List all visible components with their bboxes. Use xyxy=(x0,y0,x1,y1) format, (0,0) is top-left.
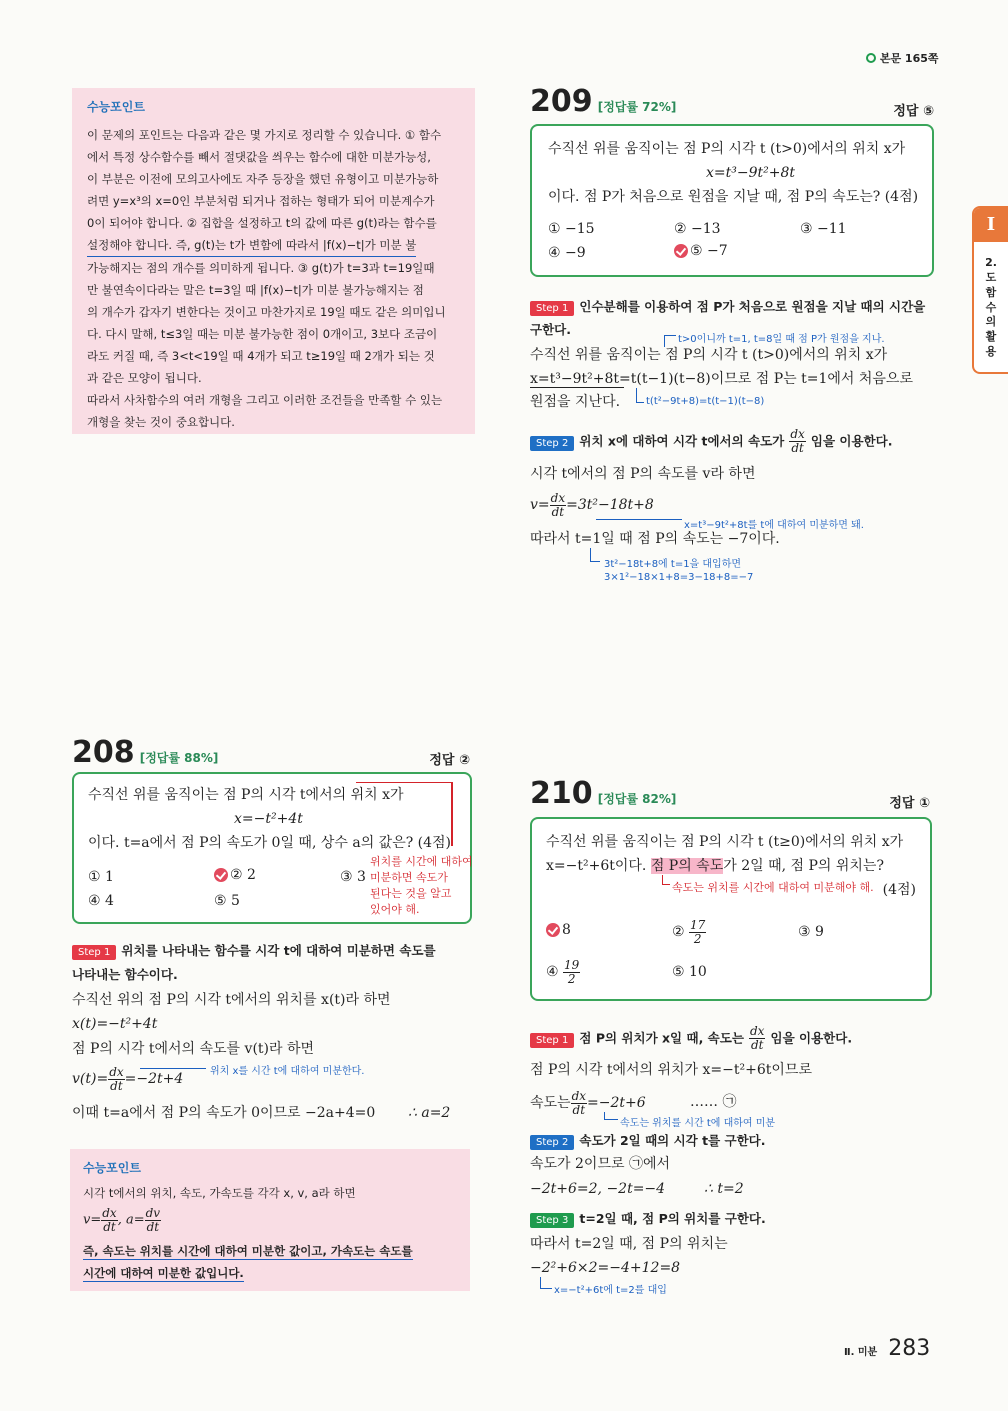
choice-3[interactable]: ③ −11 xyxy=(800,221,847,237)
note: 속도는 위치를 시간 t에 대하여 미분 xyxy=(620,1118,776,1129)
choice-5[interactable]: ⑤ 10 xyxy=(672,964,707,980)
step2-209: Step 2 위치 x에 대하여 시각 t에서의 속도가 $\frac{dx}{dt}$ 임을 이용한다. xyxy=(530,428,892,454)
point-body: 이 문제의 포인트는 다음과 같은 몇 가지로 정리할 수 있습니다. ① 함수 에서 특정 상수함수를 빼서 절댓값을 씌우는 함수에 대한 미분가능성, 이 부분은 이전에 모의고사에도 자주 등장을 했던 유형이고 미분가능하 려면 y=x³의 x=0인 부분처럼 되거나 접하는 형태가 되어 미분계수가 0이 되어야 합니다. ② 집합을 설정하고 t의 값에 따른 g(t)라는 함수를 설정해야 합니다. 즉, g(t)는 t가 변함에 따라서 |f(x)−t|가 미분 불 가능해지는 점의 개수를 의미하게 됩니다. ③ g(t)가 t=3과 t=19일때 만 불연속이다라는 말은 t=3일 때 |f(x)−t|가 미분 불가능해지는 점 의 개수가 갑자기 변한다는 것이고 마찬가지로 19일 때도 같은 의미입니 다. 다시 말해, t≤3일 때는 미분 불가능한 점이 0개이고, 3보다 조금이 라도 커질 때, 즉 3<t<19일 때 4개가 되고 t≥19일 때 2개가 되는 것 과 같은 모양이 됩니다. 따라서 사차함수의 여러 개형을 그리고 이러한 조건들을 만족할 수 있는 개형을 찾는 것이 중요합니다. xyxy=(87,128,446,429)
point-title: 수능포인트 xyxy=(83,1161,141,1175)
choice-1[interactable]: ① 1 xyxy=(88,869,114,885)
choice-2[interactable]: ② −13 xyxy=(674,221,721,237)
velocity-eq: v(t)= $\frac{dx}{dt}$ =−2t+4 xyxy=(72,1065,184,1093)
point-box-2: 수능포인트 시각 t에서의 위치, 속도, 가속도를 각각 x, v, a라 하면 v= $\frac{dx}{dt}$ , a= $\frac{dv}{dt}$ 즉, 속도는 위치를 시간에 대하여 미분한 값이고, 가속도는 속도를 시간에 대하여 미분한 값입니다. xyxy=(70,1149,470,1291)
step-badge: Step 1 xyxy=(530,1033,574,1048)
problem-209 xyxy=(530,84,940,119)
note: x=−t²+6t에 t=2를 대입 xyxy=(554,1285,667,1296)
problem-number: 209 xyxy=(530,84,593,119)
question-box-210: 수직선 위를 움직이는 점 P의 시각 t (t≥0)에서의 위치 x가 x=−t²+6t이다. 점 P의 속도가 2일 때, 점 P의 위치는? 속도는 위치를 시간에 대하여 미분해야 해. (4점) 8 ② $\frac{17}{2}$ ③ 9 ④ $\frac{19}{2}$ ⑤ 10 xyxy=(530,817,932,1001)
choice-4[interactable]: ④ $\frac{19}{2}$ xyxy=(546,958,580,986)
note: t(t²−9t+8)=t(t−1)(t−8) xyxy=(646,396,765,407)
problem-number: 208 xyxy=(72,735,135,770)
chapter-label: Ⅱ. 미분 xyxy=(844,1347,878,1358)
point-box-1 xyxy=(72,88,475,434)
note-arrow xyxy=(664,335,676,347)
correct-rate: [정답률 88%] xyxy=(139,751,219,765)
step-badge: Step 1 xyxy=(72,945,116,960)
step-badge: Step 2 xyxy=(530,436,574,451)
choice-3[interactable]: ③ 3 xyxy=(340,869,366,885)
step-badge: Step 1 xyxy=(530,301,574,316)
formula: v= $\frac{dx}{dt}$ , a= $\frac{dv}{dt}$ xyxy=(83,1206,161,1234)
page-ref: 본문 165쪽 xyxy=(866,50,939,66)
note-arrow xyxy=(636,388,644,403)
red-note: 속도는 위치를 시간에 대하여 미분해야 해. xyxy=(672,881,874,894)
question-box-208: 수직선 위를 움직이는 점 P의 시각 t에서의 위치 x가 x=−t²+4t 이다. t=a에서 점 P의 속도가 0일 때, 상수 a의 값은? (4점) ① 1 ② 2 ③ 3 ④ 4 ⑤ 5 위치를 시간에 대하여 미분하면 속도가 된다는 것을 알고 있어야 해. xyxy=(72,772,472,924)
note-arrow xyxy=(596,510,682,520)
correct-rate: [정답률 72%] xyxy=(597,100,677,114)
red-bracket xyxy=(356,782,452,794)
note: 3×1²−18×1+8=3−18+8=−7 xyxy=(604,572,754,583)
velocity-eq: v= $\frac{dx}{dt}$ =3t²−18t+8 xyxy=(530,491,654,519)
choice-3[interactable]: ③ 9 xyxy=(798,924,824,940)
step-badge: Step 3 xyxy=(530,1213,574,1228)
problem-208 xyxy=(72,735,472,770)
footer xyxy=(844,1336,930,1361)
checkmark-icon xyxy=(674,244,688,258)
answer: 정답 ⑤ xyxy=(893,104,934,119)
problem-number: 210 xyxy=(530,776,593,811)
step1-210: Step 1 점 P의 위치가 x일 때, 속도는 $\frac{dx}{dt}$ 임을 이용한다. xyxy=(530,1025,852,1051)
choice-5[interactable]: ⑤ 5 xyxy=(214,893,240,909)
correct-rate: [정답률 82%] xyxy=(597,792,677,806)
side-tab-roman: Ⅰ xyxy=(974,208,1008,242)
choice-2[interactable]: ② 2 xyxy=(214,868,256,882)
page-number: 283 xyxy=(888,1336,931,1361)
choice-4[interactable]: ④ −9 xyxy=(548,245,586,261)
choice-1[interactable]: 8 xyxy=(546,923,571,937)
point-title: 수능포인트 xyxy=(87,100,145,114)
note: t>0이니까 t=1, t=8일 때 점 P가 원점을 지나. xyxy=(678,334,885,345)
step-badge: Step 2 xyxy=(530,1135,574,1150)
red-note: 위치를 시간에 대하여 미분하면 속도가 된다는 것을 알고 있어야 해. xyxy=(370,855,473,916)
choice-1[interactable]: ① −15 xyxy=(548,221,595,237)
step3-210: Step 3 t=2일 때, 점 P의 위치를 구한다. xyxy=(530,1208,766,1228)
choice-4[interactable]: ④ 4 xyxy=(88,893,114,909)
side-tab-text: 2. 도 함 수 의 활 용 xyxy=(985,256,997,359)
problem-210 xyxy=(530,776,934,811)
choice-5[interactable]: ⑤ −7 xyxy=(674,244,728,258)
question-box-209: 수직선 위를 움직이는 점 P의 시각 t (t>0)에서의 위치 x가 x=t³−9t²+8t 이다. 점 P가 처음으로 원점을 지날 때, 점 P의 속도는? (4점) ① −15 ② −13 ③ −11 ④ −9 ⑤ −7 xyxy=(530,124,934,277)
circle-icon xyxy=(866,53,876,63)
note: 3t²−18t+8에 t=1을 대입하면 xyxy=(604,559,742,570)
checkmark-icon xyxy=(546,923,560,937)
choice-2[interactable]: ② $\frac{17}{2}$ xyxy=(672,918,706,946)
step2-210: Step 2 속도가 2일 때의 시각 t를 구한다. xyxy=(530,1130,766,1150)
checkmark-icon xyxy=(214,868,228,882)
step1-208: Step 1 위치를 나타내는 함수를 시각 t에 대하여 미분하면 속도를 xyxy=(72,940,436,960)
note: x=t³−9t²+8t를 t에 대하여 미분하면 돼. xyxy=(684,520,864,531)
answer: 정답 ② xyxy=(429,753,470,768)
answer: 정답 ① xyxy=(889,796,930,811)
note: 위치 x를 시간 t에 대하여 미분한다. xyxy=(210,1066,365,1077)
step1-209: Step 1 인수분해를 이용하여 점 P가 처음으로 원점을 지날 때의 시간을 xyxy=(530,296,925,316)
note-arrow xyxy=(590,548,600,562)
underline xyxy=(530,387,624,388)
side-tab xyxy=(972,206,1008,374)
velocity-eq: 속도는 $\frac{dx}{dt}$ =−2t+6 xyxy=(530,1089,646,1117)
